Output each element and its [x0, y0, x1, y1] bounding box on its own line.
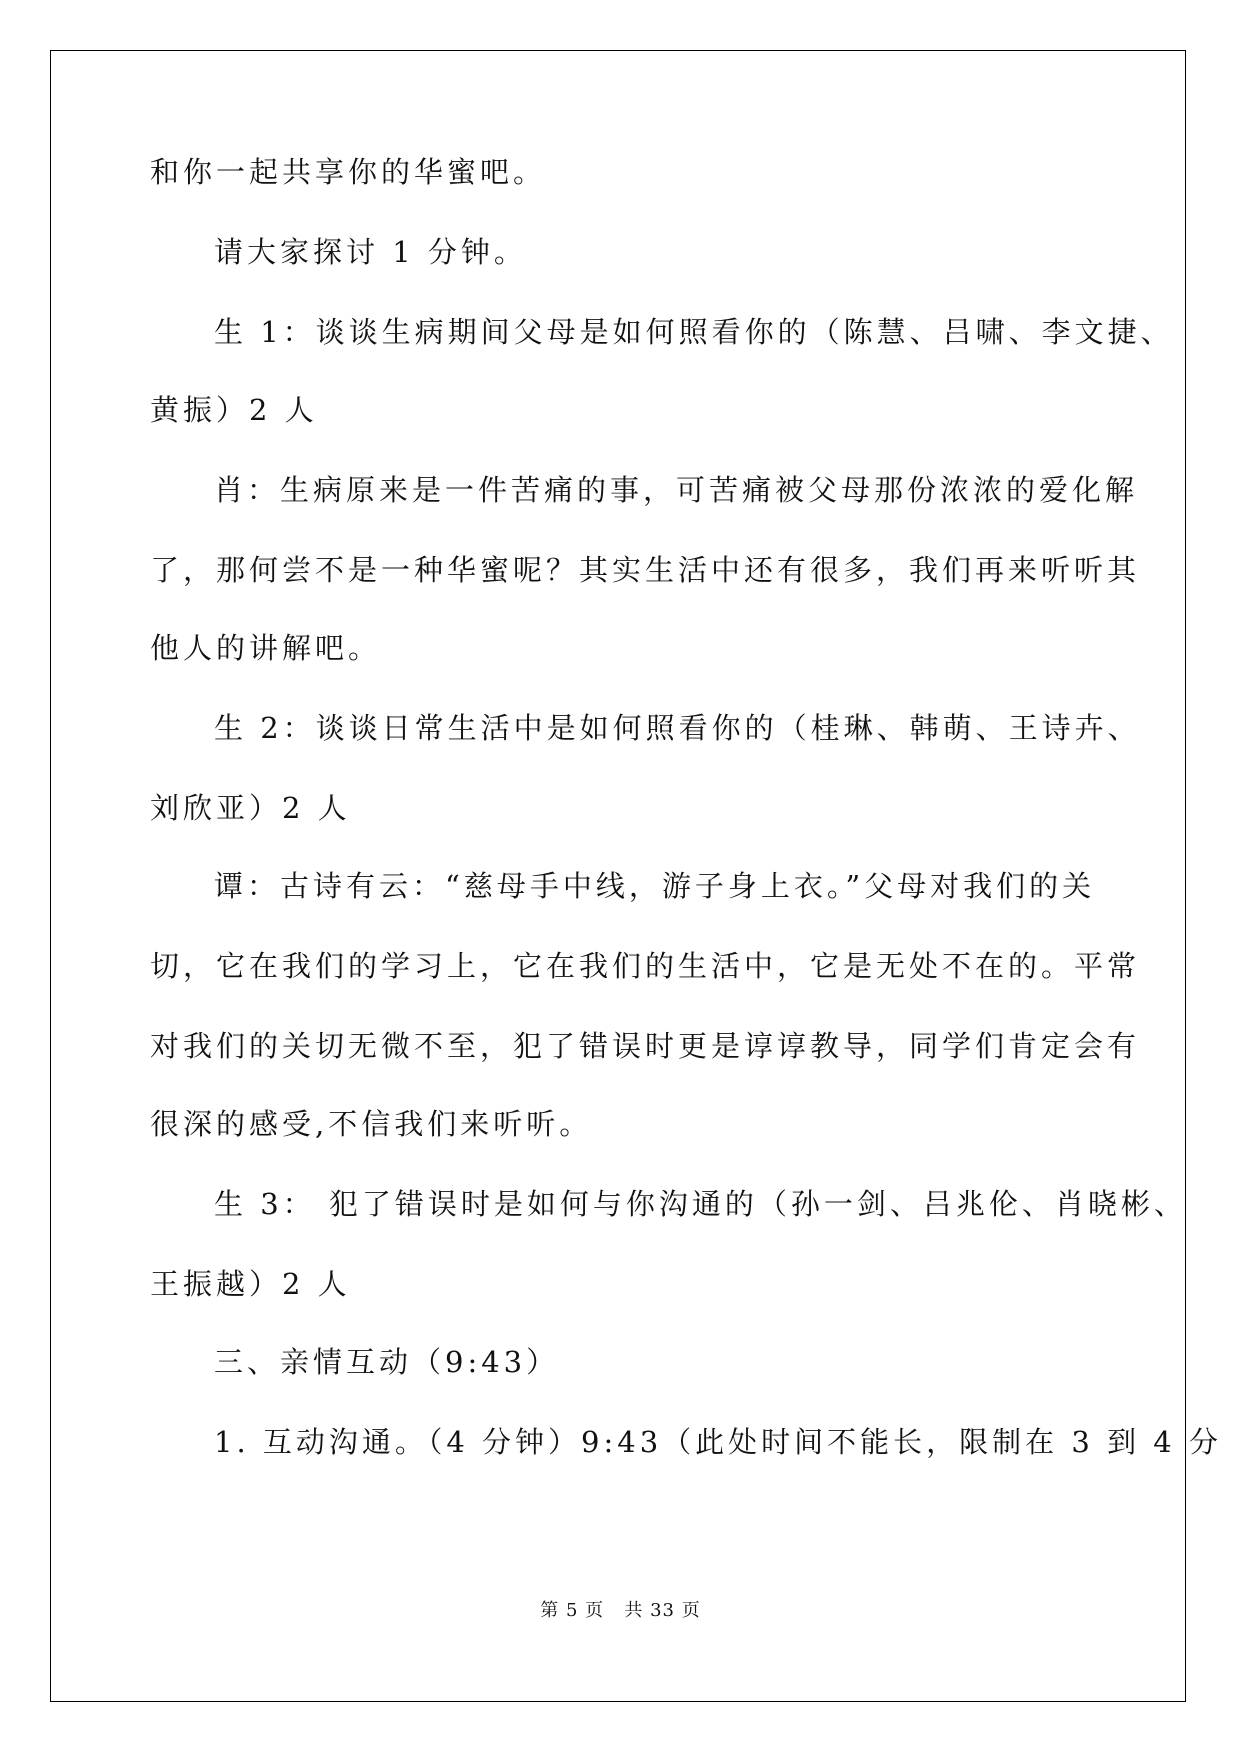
text-line: 王振越）2 人: [150, 1267, 351, 1301]
page-number: 第 5 页: [540, 1600, 605, 1621]
text-line: 他人的讲解吧。: [150, 631, 382, 665]
text-line: 肖：生病原来是一件苦痛的事，可苦痛被父母那份浓浓的爱化解: [214, 473, 1139, 507]
text-line: 1. 互动沟通。（4 分钟）9:43（此处时间不能长，限制在 3 到 4 分: [214, 1425, 1222, 1459]
text-line: 刘欣亚）2 人: [150, 791, 351, 825]
page-footer: [0, 1596, 1241, 1622]
text-line: 和你一起共享你的华蜜吧。: [150, 155, 547, 189]
text-line: 对我们的关切无微不至，犯了错误时更是谆谆教导，同学们肯定会有: [150, 1029, 1141, 1063]
text-line: 生 1：谈谈生病期间父母是如何照看你的（陈慧、吕啸、李文捷、: [214, 315, 1174, 349]
page-total: 共 33 页: [624, 1600, 701, 1621]
text-line: 了，那何尝不是一种华蜜呢？其实生活中还有很多，我们再来听听其: [150, 553, 1141, 587]
text-line: 切，它在我们的学习上，它在我们的生活中，它是无处不在的。平常: [150, 949, 1141, 983]
text-line: 很深的感受,不信我们来听听。: [150, 1107, 593, 1141]
text-line: 生 2：谈谈日常生活中是如何照看你的（桂琳、韩萌、王诗卉、: [214, 711, 1141, 745]
text-line: 请大家探讨 1 分钟。: [214, 235, 527, 269]
text-line: 黄振）2 人: [150, 393, 318, 427]
section-heading: 三、亲情互动（9:43）: [214, 1345, 560, 1379]
text-line: 谭：古诗有云：“慈母手中线，游子身上衣。”父母对我们的关: [214, 869, 1096, 903]
text-line: 生 3： 犯了错误时是如何与你沟通的（孙一剑、吕兆伦、肖晓彬、: [214, 1187, 1187, 1221]
